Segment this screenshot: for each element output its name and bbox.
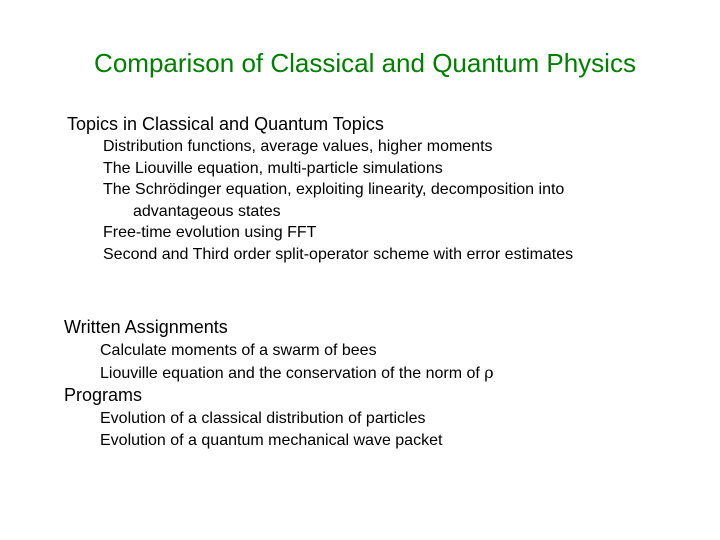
topics-item: The Liouville equation, multi-particle simulations xyxy=(103,159,443,177)
topics-item: Distribution functions, average values, higher moments xyxy=(103,138,493,155)
rho-symbol: ρ xyxy=(484,362,494,382)
programs-list xyxy=(100,408,442,451)
topics-item: Free-time evolution using FFT xyxy=(103,224,317,241)
slide-title: Comparison of Classical and Quantum Physics xyxy=(94,48,636,78)
topics-section xyxy=(67,114,573,265)
topics-item-continuation: advantageous states xyxy=(133,202,281,220)
assignments-item-text: Liouville equation and the conservation of the norm of xyxy=(100,364,485,382)
topics-heading: Topics in Classical and Quantum Topics xyxy=(67,114,384,134)
programs-section xyxy=(64,385,442,451)
programs-item: Evolution of a classical distribution of particles xyxy=(100,410,426,427)
topics-list xyxy=(103,136,573,265)
programs-heading: Programs xyxy=(64,385,143,405)
programs-item: Evolution of a quantum mechanical wave packet xyxy=(100,431,443,449)
assignments-item: Calculate moments of a swarm of bees xyxy=(100,342,377,359)
assignments-section xyxy=(64,317,494,384)
topics-item: Second and Third order split-operator scheme with error estimates xyxy=(103,245,574,263)
topics-item: The Schrödinger equation, exploiting linearity, decomposition into xyxy=(103,181,565,198)
assignments-list xyxy=(100,340,494,384)
assignments-heading: Written Assignments xyxy=(64,317,228,337)
assignments-item xyxy=(100,362,494,385)
